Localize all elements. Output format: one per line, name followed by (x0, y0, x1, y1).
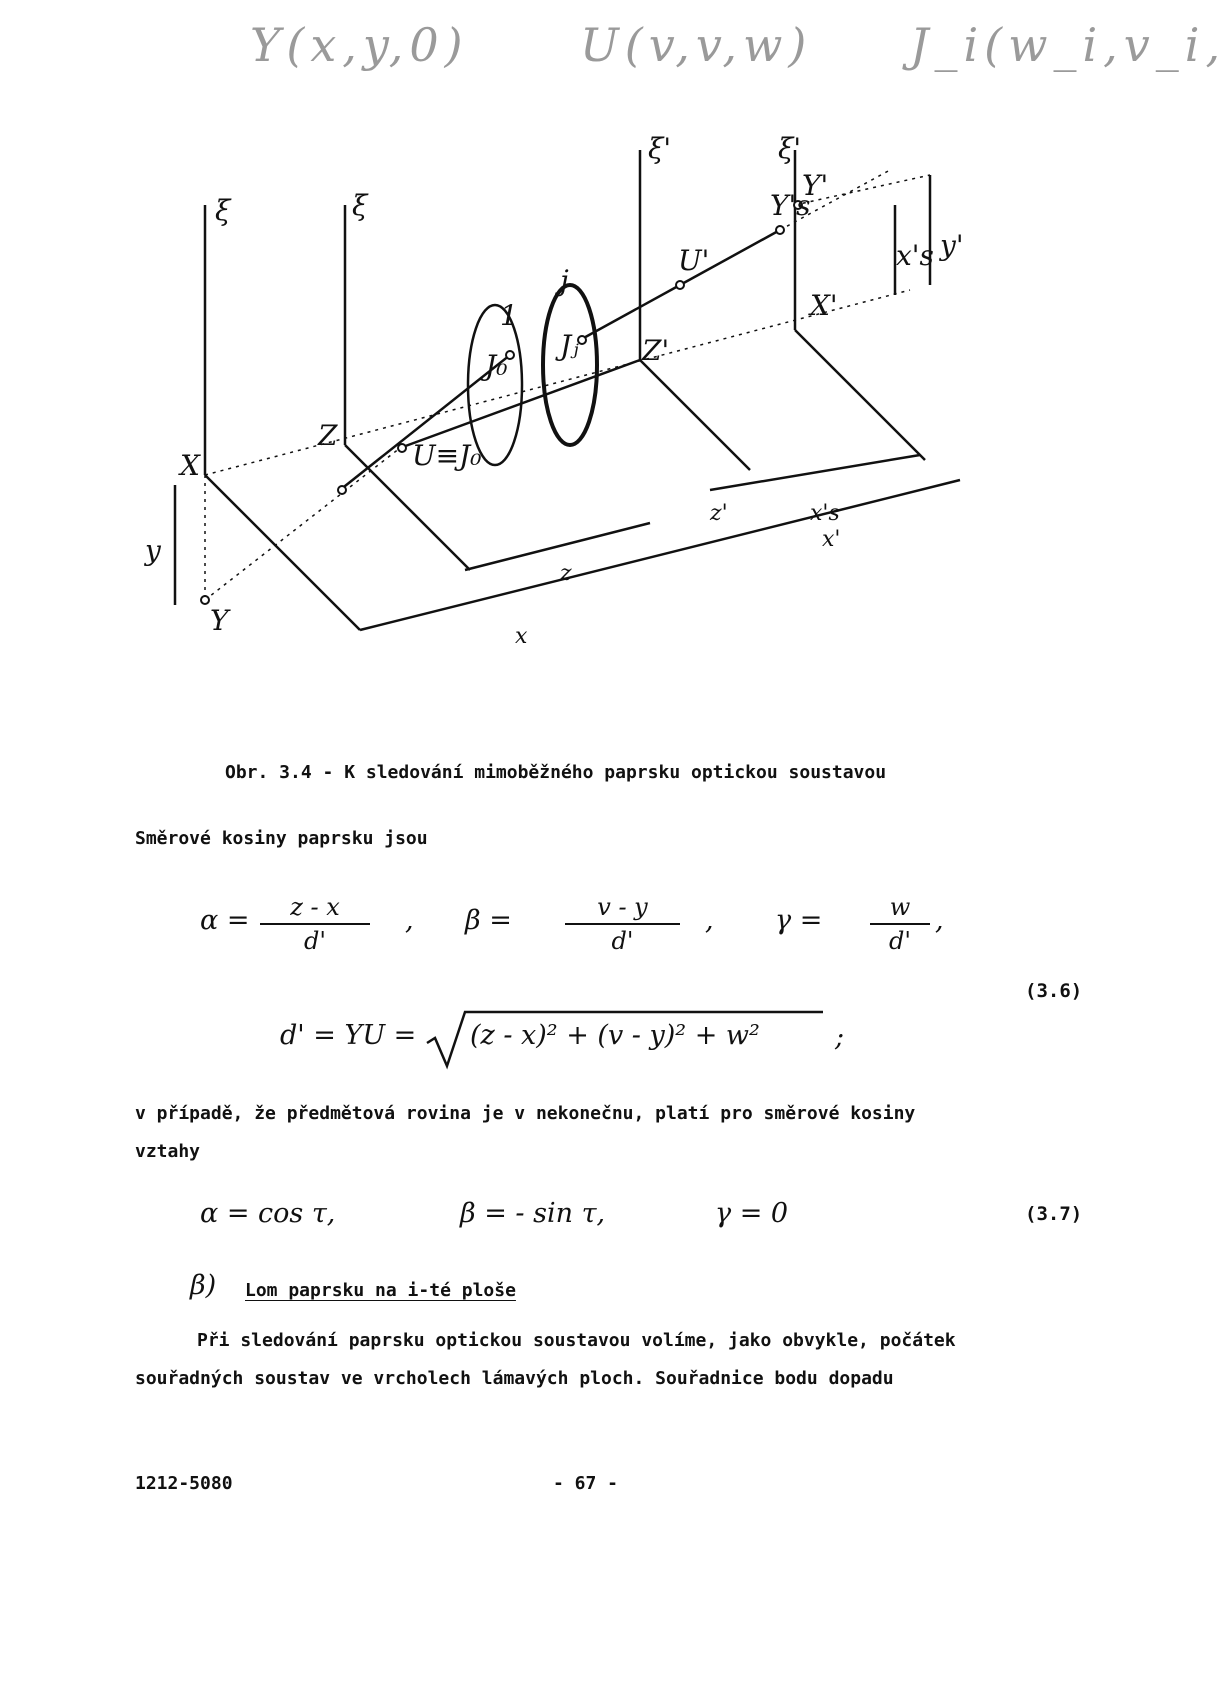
optical-axis (205, 290, 910, 475)
lens-j (543, 285, 597, 445)
label-y: y (145, 534, 161, 567)
eq7-gamma: γ = 0 (715, 1198, 789, 1229)
eq7-alpha: α = cos τ, (200, 1198, 336, 1229)
x-dimension-line (360, 480, 960, 630)
intro-text: Směrové kosiny paprsku jsou (135, 828, 428, 849)
point-Jj (578, 336, 586, 344)
beta-fraction (565, 893, 680, 955)
beta-lhs: β = (465, 905, 512, 936)
label-xp: x' (822, 527, 841, 552)
alpha-denominator: d' (304, 927, 326, 955)
ground-line-3 (640, 360, 750, 470)
label-Zp: Z' (642, 334, 670, 367)
figure-caption: Obr. 3.4 - K sledování mimoběžného paprsku optickou soustavou (225, 762, 887, 783)
equation-number-3-6: (3.6) (1025, 980, 1083, 1002)
label-1: 1 (500, 299, 518, 332)
section-marker: β) (190, 1270, 217, 1301)
gamma-lhs: γ = (775, 905, 823, 936)
point-Ysp (776, 226, 784, 234)
label-UJ: U≡J₀ (412, 439, 482, 472)
alpha-numerator: z - x (260, 893, 370, 925)
label-xsp: x's (896, 239, 934, 272)
point-projection (338, 486, 346, 494)
label-Up: U' (678, 244, 710, 277)
eq7-beta: β = - sin τ, (460, 1198, 606, 1229)
label-X: X (180, 449, 200, 482)
label-J0: J₀ (485, 349, 508, 382)
handwritten-notes (250, 10, 1226, 90)
label-Yp: Y' (802, 169, 829, 202)
label-Ysp: Y's (770, 189, 811, 222)
gamma-denominator: d' (889, 927, 911, 955)
handwritten-note-2: U(v,v,w) (580, 18, 813, 72)
footer-code: 1212-5080 (135, 1473, 233, 1494)
label-Jj: Jⱼ (560, 329, 579, 362)
label-Z: Z (318, 419, 338, 452)
point-U (398, 444, 406, 452)
label-yp: y' (940, 229, 964, 262)
alpha-fraction (260, 893, 370, 955)
comma-2: , (705, 905, 714, 936)
comma-3: , (935, 905, 944, 936)
ground-line-4 (795, 330, 925, 460)
label-Y: Y (210, 604, 229, 637)
point-Y (201, 596, 209, 604)
paragraph-1-line-1: v případě, že předmětová rovina je v nekonečnu, platí pro směrové kosiny (135, 1103, 916, 1124)
handwritten-note-3: J_i(w_i,v_i, (910, 18, 1226, 72)
semicolon: ; (835, 1022, 845, 1053)
label-x: x (515, 624, 528, 649)
paragraph-2-line-2: souřadných soustav ve vrcholech lámavých ploch. Souřadnice bodu dopadu (135, 1368, 894, 1389)
ray-projection (205, 448, 400, 600)
distance-lhs: d' = YU = (280, 1020, 417, 1051)
z-dimension-line (465, 523, 650, 570)
label-Xp: X' (810, 289, 838, 322)
label-j: j (560, 264, 569, 297)
label-xsp2: x's (810, 501, 840, 526)
point-Up (676, 281, 684, 289)
beta-numerator: v - y (565, 893, 680, 925)
ray-segment-2 (400, 360, 640, 448)
label-zp: z' (710, 501, 728, 526)
beta-denominator: d' (611, 927, 634, 955)
alpha-lhs: α = (200, 905, 250, 936)
label-xi-2: ξ (352, 189, 368, 222)
gamma-fraction (870, 893, 930, 955)
paragraph-1-line-2: vztahy (135, 1141, 201, 1162)
comma-1: , (405, 905, 414, 936)
gamma-numerator: w (870, 893, 930, 925)
page-number: - 67 - (553, 1473, 619, 1494)
label-xi-1: ξ (215, 194, 231, 227)
label-xi-4: ξ' (778, 132, 802, 165)
radicand: (z - x)² + (v - y)² + w² (470, 1020, 760, 1051)
handwritten-note-1: Y(x,y,0) (250, 18, 469, 72)
label-z: z (560, 561, 572, 586)
paragraph-2-line-1: Při sledování paprsku optickou soustavou volíme, jako obvykle, počátek (197, 1330, 956, 1351)
equation-number-3-7: (3.7) (1025, 1203, 1083, 1225)
section-title: Lom paprsku na i-té ploše (245, 1280, 516, 1301)
optical-diagram (130, 130, 1090, 705)
label-xi-3: ξ' (648, 132, 672, 165)
